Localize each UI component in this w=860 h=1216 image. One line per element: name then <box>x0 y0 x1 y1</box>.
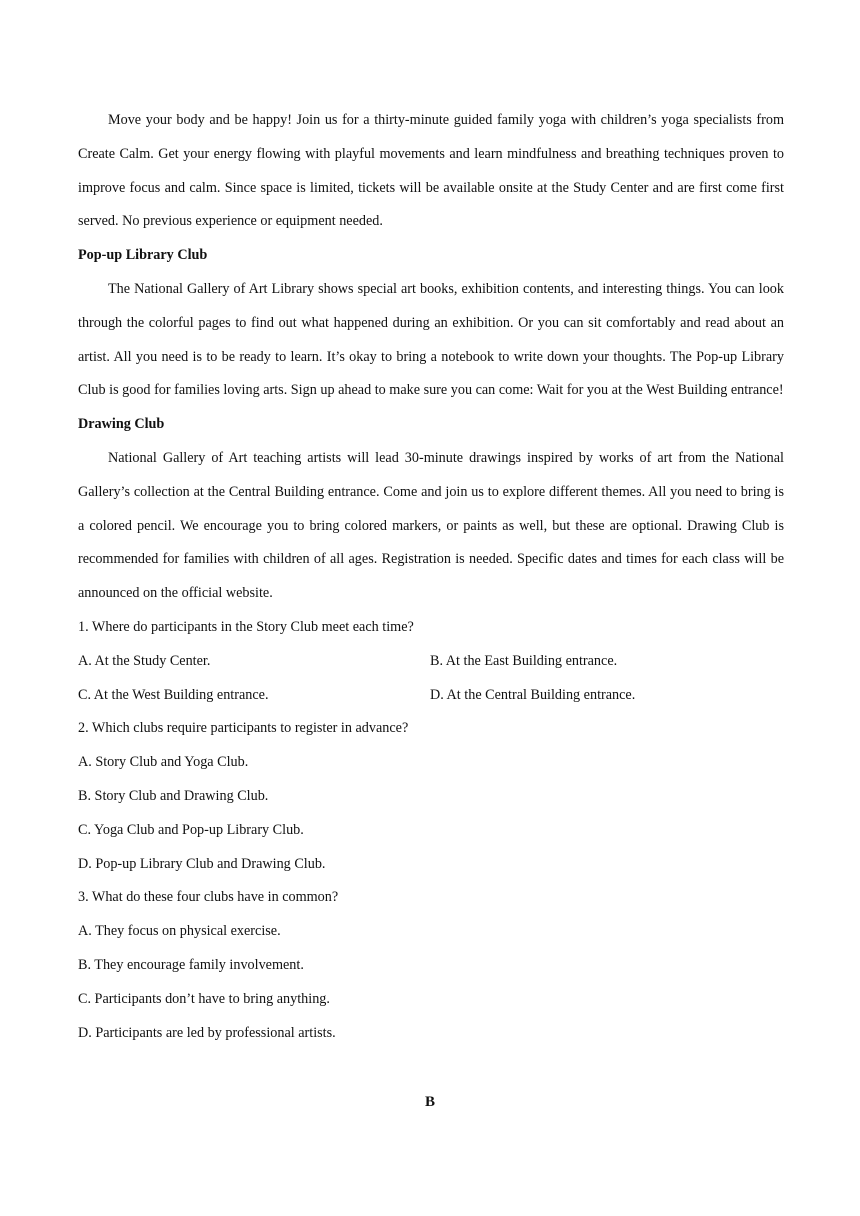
question-3-option-a: A. They focus on physical exercise. <box>78 923 281 940</box>
question-2-stem: 2. Which clubs require participants to register in advance? <box>78 720 409 737</box>
question-1-options-row-2 <box>78 679 784 713</box>
question-2-option-c: C. Yoga Club and Pop-up Library Club. <box>78 821 304 838</box>
question-3-option-d: D. Participants are led by professional artists. <box>78 1024 336 1041</box>
question-1-options-row-1 <box>78 645 784 679</box>
question-1-stem: 1. Where do participants in the Story Club meet each time? <box>78 618 414 635</box>
question-2-option-b: B. Story Club and Drawing Club. <box>78 787 269 804</box>
drawing-heading: Drawing Club <box>78 416 165 433</box>
yoga-paragraph: Move your body and be happy! Join us for a thirty-minute guided family yoga with children’s yoga specialists from Create Calm. Get your energy flowing with playful movements and learn mindfulness and breathing techniques proven to improve focus and calm. Since space is limited, tickets will be available onsite at the Study Center and are first come first served. No previous experience or equipment needed. <box>78 112 784 230</box>
question-2-option-a: A. Story Club and Yoga Club. <box>78 754 249 771</box>
question-3-option-b: B. They encourage family involvement. <box>78 956 304 973</box>
question-1-option-d: D. At the Central Building entrance. <box>430 686 636 703</box>
question-3-option-c: C. Participants don’t have to bring anything. <box>78 990 330 1007</box>
library-paragraph: The National Gallery of Art Library shows special art books, exhibition contents, and interesting things. You can look through the colorful pages to find out what happened during an exhibition. Or you can sit comfortably and read about an artist. All you need is to be ready to learn. It’s okay to bring a notebook to write down your thoughts. The Pop-up Library Club is good for families loving arts. Sign up ahead to make sure you can come: Wait for you at the West Building entrance! <box>78 280 784 399</box>
section-heading-letter: B <box>424 1094 435 1110</box>
question-1-option-c: C. At the West Building entrance. <box>78 686 269 703</box>
drawing-paragraph: National Gallery of Art teaching artists will lead 30-minute drawings inspired by works of art from the National Gallery’s collection at the Central Building entrance. Come and join us to explore different themes. All you need to bring is a colored pencil. We encourage you to bring colored markers, or paints as well, but these are optional. Drawing Club is recommended for families with children of all ages. Registration is needed. Specific dates and times for each class will be announced on the official website. <box>78 449 784 602</box>
question-2-option-d: D. Pop-up Library Club and Drawing Club. <box>78 855 326 872</box>
question-1-option-a: A. At the Study Center. <box>78 652 211 669</box>
question-3-stem: 3. What do these four clubs have in common? <box>78 889 339 906</box>
library-heading: Pop-up Library Club <box>78 247 208 264</box>
document-page <box>78 104 784 1050</box>
question-1-option-b: B. At the East Building entrance. <box>430 652 618 669</box>
